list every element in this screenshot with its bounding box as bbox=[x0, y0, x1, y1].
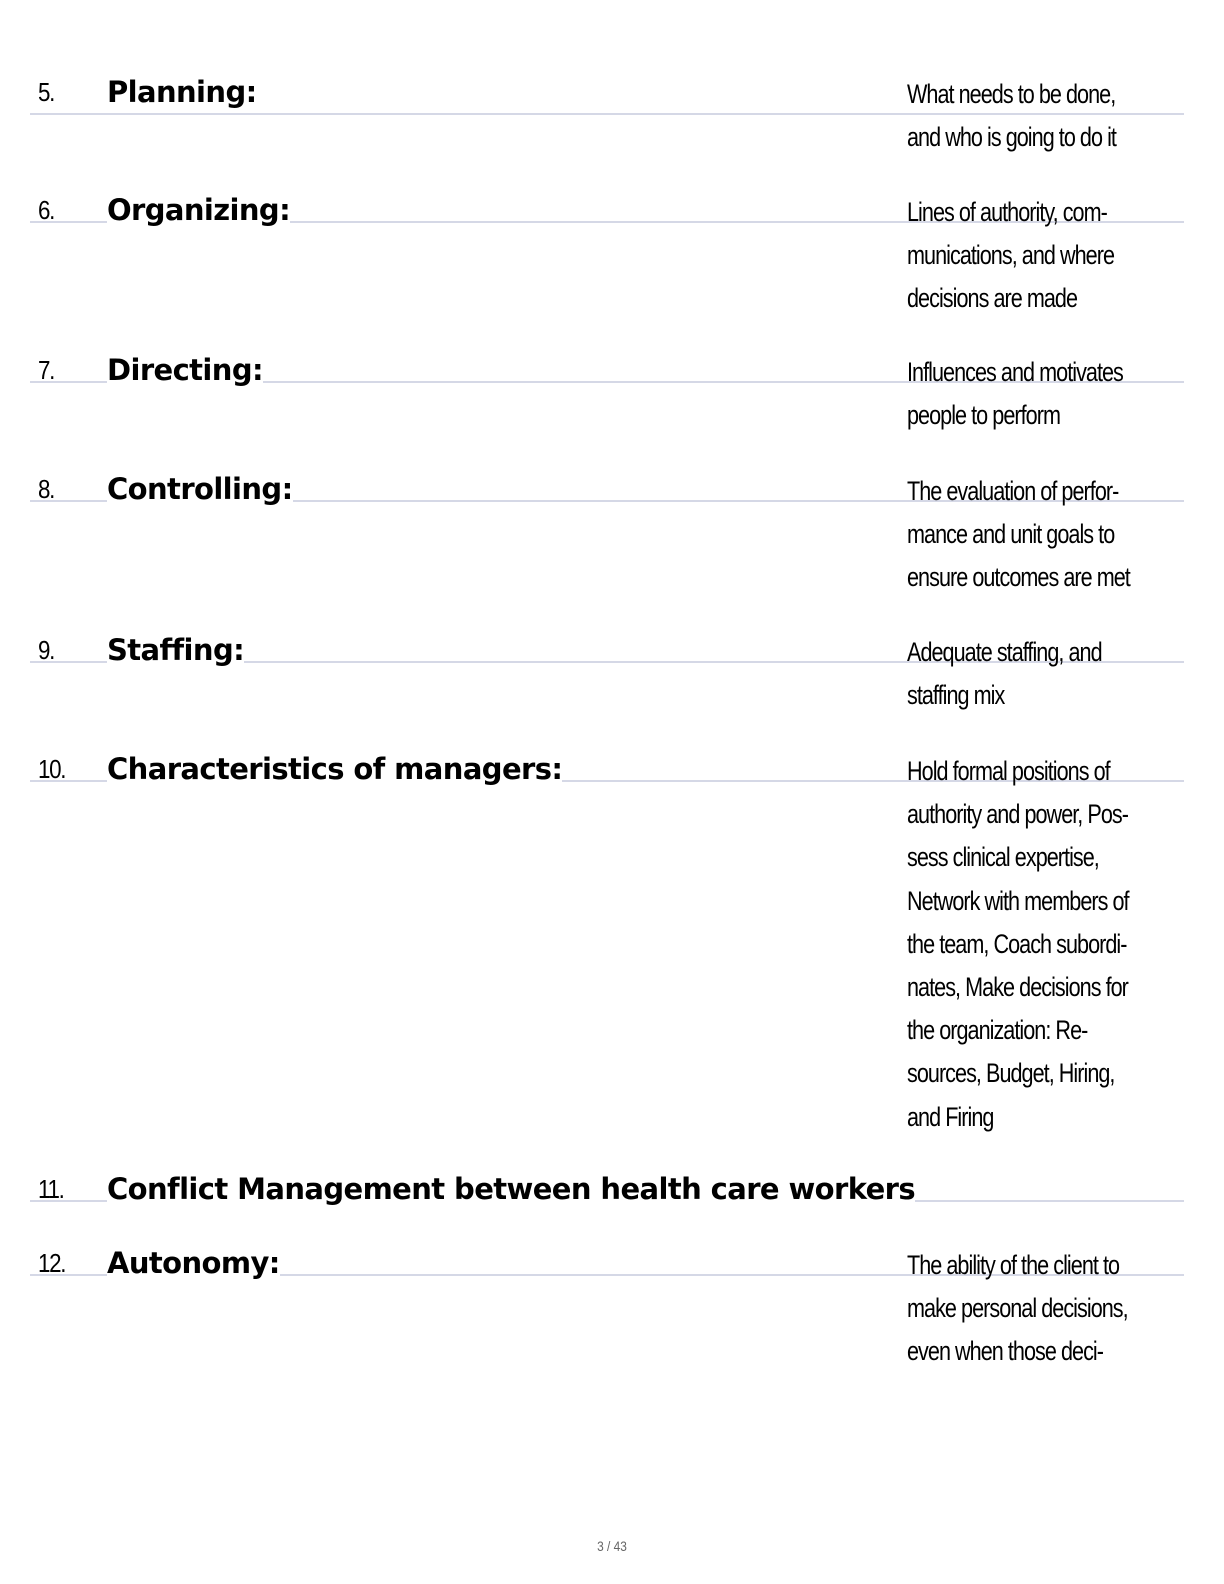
entry-number: 7. bbox=[38, 355, 55, 385]
entry-definition: Influences and motivates people to perform bbox=[907, 357, 1123, 431]
entry-term: Planning: bbox=[107, 75, 257, 109]
entry-number: 12. bbox=[38, 1248, 66, 1278]
entry-number: 6. bbox=[38, 195, 55, 225]
entry-number: 5. bbox=[38, 77, 55, 107]
entry-definition: What needs to be done, and who is going to do it bbox=[907, 79, 1116, 153]
entry-number: 11. bbox=[38, 1174, 64, 1204]
entry-term: Autonomy: bbox=[107, 1246, 280, 1280]
entry-term: Staffing: bbox=[107, 633, 245, 667]
entry-definition: The ability of the client to make personal decisions, even when those deci- bbox=[907, 1250, 1128, 1367]
entry-definition: Hold formal positions of authority and power, Pos- sess clinical expertise, Network with members of the team, Coach subordi- nates, Make decisions for the organization: Re- sources, Budget, Hiring, and Firing bbox=[907, 756, 1129, 1132]
entry-number: 10. bbox=[38, 754, 66, 784]
entry-term: Characteristics of managers: bbox=[107, 752, 563, 786]
entry-term: Conflict Management between health care workers bbox=[107, 1172, 916, 1206]
entry-definition: Adequate staffing, and staffing mix bbox=[907, 637, 1102, 711]
entry-definition: The evaluation of perfor- mance and unit goals to ensure outcomes are met bbox=[907, 476, 1130, 593]
entry-number: 8. bbox=[38, 474, 55, 504]
entry-term: Controlling: bbox=[107, 472, 293, 506]
entry-term: Organizing: bbox=[107, 193, 291, 227]
entry-term: Directing: bbox=[107, 353, 263, 387]
entry-number: 9. bbox=[38, 635, 55, 665]
entry-definition: Lines of authority, com- munications, and where decisions are made bbox=[907, 197, 1115, 314]
page-number: 3 / 43 bbox=[597, 1538, 627, 1554]
